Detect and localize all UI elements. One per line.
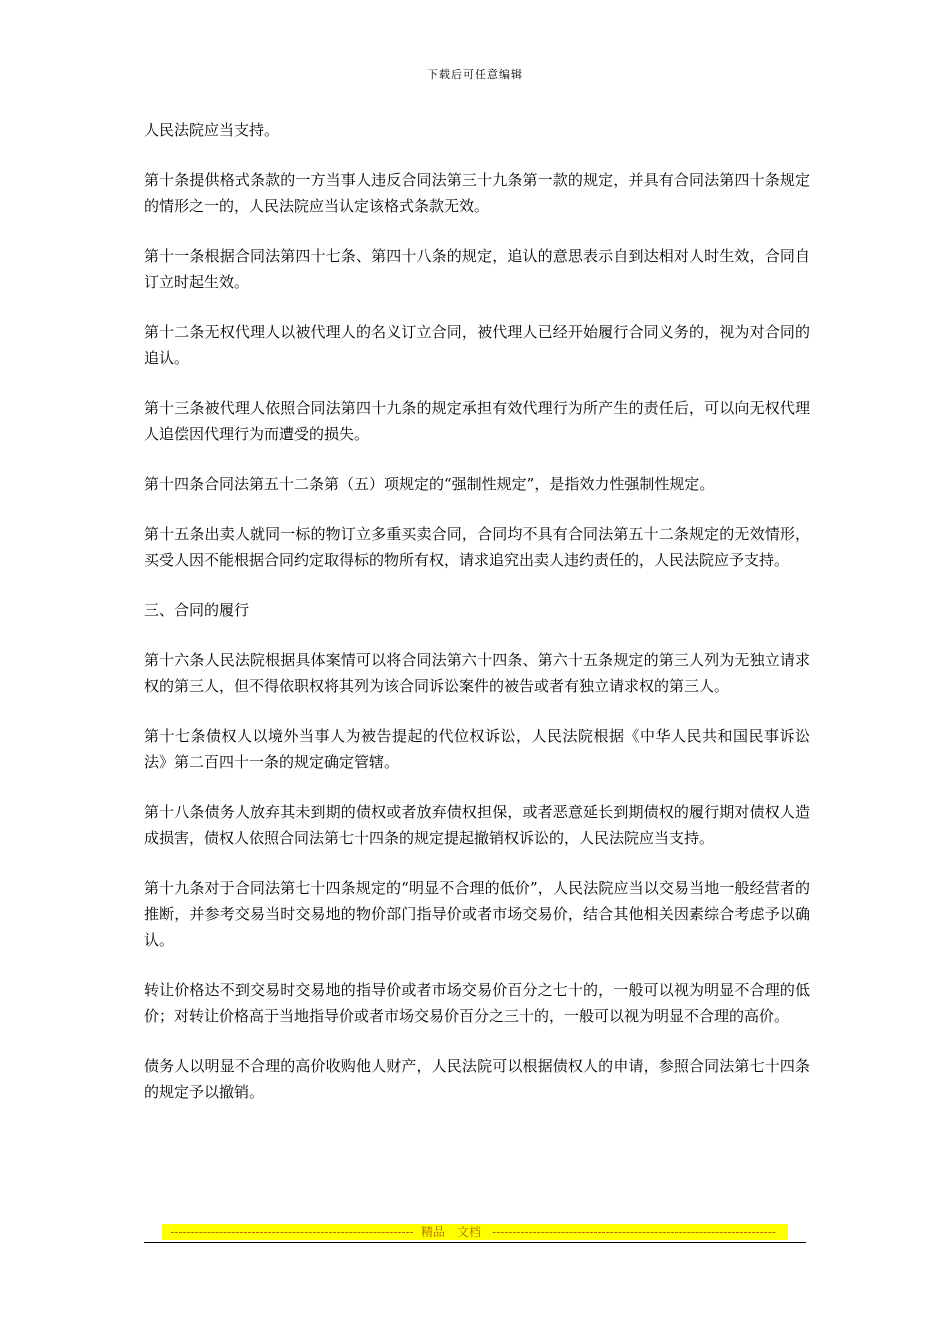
paragraph-article-11: 第十一条根据合同法第四十七条、第四十八条的规定，追认的意思表示自到达相对人时生效，合同自订立时起生效。: [144, 247, 810, 291]
paragraph-continuation: 人民法院应当支持。: [144, 121, 280, 139]
page-header: 下载后可任意编辑: [427, 68, 523, 81]
footer-rule: [144, 1242, 806, 1243]
paragraph-purchase-rule: 债务人以明显不合理的高价收购他人财产，人民法院可以根据债权人的申请，参照合同法第七十四条的规定予以撤销。: [144, 1057, 810, 1101]
paragraph-article-17: 第十七条债权人以境外当事人为被告提起的代位权诉讼，人民法院根据《中华人民共和国民事诉讼法》第二百四十一条的规定确定管辖。: [144, 727, 810, 771]
paragraph-price-rule: 转让价格达不到交易时交易地的指导价或者市场交易价百分之七十的，一般可以视为明显不合理的低价；对转让价格高于当地指导价或者市场交易价百分之三十的，一般可以视为明显不合理的高价。: [144, 981, 810, 1025]
section-heading: 三、合同的履行: [144, 601, 250, 619]
paragraph-article-19: 第十九条对于合同法第七十四条规定的“明显不合理的低价”，人民法院应当以交易当地一般经营者的推断，并参考交易当时交易地的物价部门指导价或者市场交易价，结合其他相关因素综合考虑予以确认。: [144, 879, 810, 949]
paragraph-article-15: 第十五条出卖人就同一标的物订立多重买卖合同，合同均不具有合同法第五十二条规定的无效情形，买受人因不能根据合同约定取得标的物所有权，请求追究出卖人违约责任的，人民法院应予支持。: [144, 525, 810, 569]
paragraph-article-13: 第十三条被代理人依照合同法第四十九条的规定承担有效代理行为所产生的责任后，可以向无权代理人追偿因代理行为而遭受的损失。: [144, 399, 810, 443]
footer-right-dashes: ----------------------------------------------------------------------: [492, 1225, 776, 1239]
paragraph-article-18: 第十八条债务人放弃其未到期的债权或者放弃债权担保，或者恶意延长到期债权的履行期对债权人造成损害，债权人依照合同法第七十四条的规定提起撤销权诉讼的，人民法院应当支持。: [144, 803, 810, 847]
paragraph-article-12: 第十二条无权代理人以被代理人的名义订立合同，被代理人已经开始履行合同义务的，视为对合同的追认。: [144, 323, 810, 367]
footer-band: [162, 1224, 788, 1240]
paragraph-article-16: 第十六条人民法院根据具体案情可以将合同法第六十四条、第六十五条规定的第三人列为无独立请求权的第三人，但不得依职权将其列为该合同诉讼案件的被告或者有独立请求权的第三人。: [144, 651, 810, 695]
footer-label: 精品 文档: [420, 1225, 481, 1239]
footer-left-dashes: ------------------------------------------------------------: [170, 1225, 414, 1239]
paragraph-article-14: 第十四条合同法第五十二条第（五）项规定的“强制性规定”，是指效力性强制性规定。: [144, 475, 715, 493]
paragraph-article-10: 第十条提供格式条款的一方当事人违反合同法第三十九条第一款的规定，并具有合同法第四十条规定的情形之一的，人民法院应当认定该格式条款无效。: [144, 171, 810, 215]
document-body: [144, 117, 810, 1129]
